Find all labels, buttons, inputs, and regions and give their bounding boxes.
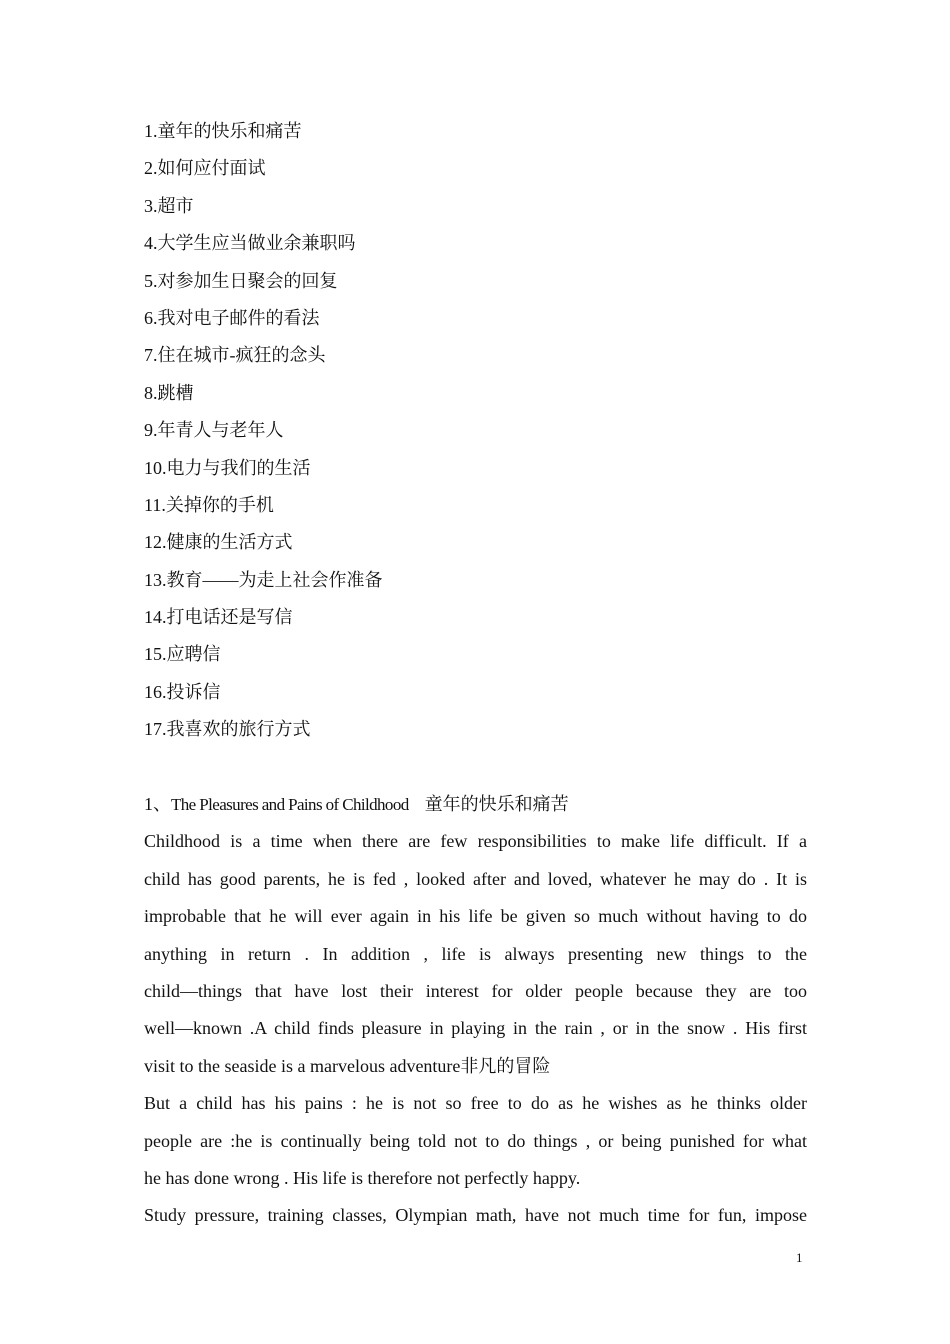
toc-item: 8.跳槽 [144,382,194,403]
toc-item: 14.打电话还是写信 [144,607,293,628]
essay-line: But a child has his pains : he is not so free to do as he wishes as he thinks older [144,1093,807,1114]
toc-item: 17.我喜欢的旅行方式 [144,719,311,740]
essay-line: child—things that have lost their interest for older people because they are too [144,980,807,1001]
table-of-contents [144,113,824,749]
toc-item: 7.住在城市-疯狂的念头 [144,345,326,366]
toc-item: 1.童年的快乐和痛苦 [144,121,302,141]
toc-item: 15.应聘信 [144,644,221,665]
toc-item: 12.健康的生活方式 [144,532,293,553]
essay-line: improbable that he will ever again in his life be given so much without having to do [144,906,807,927]
essay-line: well—known .A child finds pleasure in playing in the rain , or in the snow . His first [144,1018,807,1039]
essay-section [144,786,807,1235]
toc-item: 4.大学生应当做业余兼职吗 [144,233,356,254]
toc-item: 11.关掉你的手机 [144,494,274,515]
essay-line: people are :he is continually being told not to do things , or being punished for what [144,1130,807,1151]
toc-item: 10.电力与我们的生活 [144,457,311,478]
essay-line: child has good parents, he is fed , looked after and loved, whatever he may do . It is [144,868,807,889]
essay-line: Childhood is a time when there are few responsibilities to make life difficult. If a [144,831,807,852]
essay-heading-chinese: 童年的快乐和痛苦 [424,794,569,814]
toc-item: 6.我对电子邮件的看法 [144,307,320,328]
essay-heading-english: The Pleasures and Pains of Childhood [171,795,409,814]
toc-item: 2.如何应付面试 [144,158,266,179]
toc-item: 9.年青人与老年人 [144,420,284,441]
essay-line: visit to the seaside is a marvelous adventure非凡的冒险 [144,1055,551,1076]
essay-heading-number: 1、 [144,794,171,814]
toc-item: 5.对参加生日聚会的回复 [144,270,338,291]
toc-item: 3.超市 [144,195,194,216]
essay-line: anything in return . In addition , life is always presenting new things to the [144,943,807,964]
essay-line: Study pressure, training classes, Olympian math, have not much time for fun, impose [144,1205,807,1226]
essay-line: he has done wrong . His life is therefore not perfectly happy. [144,1167,581,1188]
essay-heading [144,786,807,823]
toc-item: 16.投诉信 [144,681,221,702]
toc-item: 13.教育——为走上社会作准备 [144,569,383,590]
page-number: 1 [796,1250,803,1265]
